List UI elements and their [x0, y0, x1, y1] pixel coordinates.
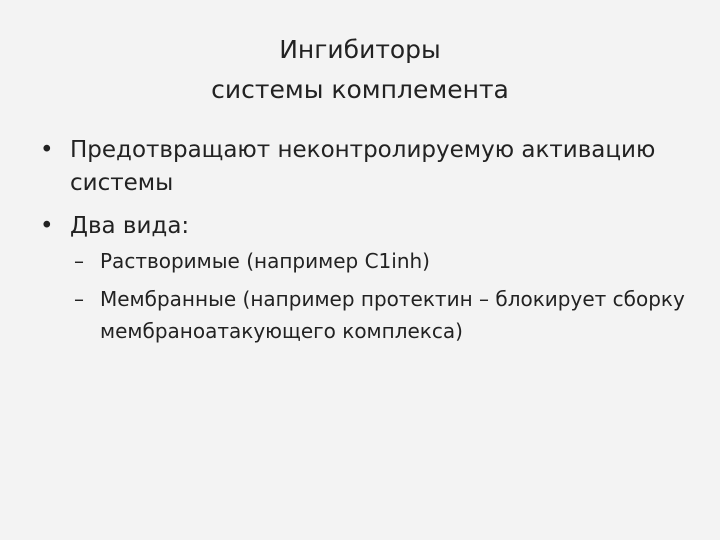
bullet-item-two-types: [40, 210, 700, 243]
subitem-text: Мембранные (например протектин – блокирует сборку мембраноатакующего комплекса): [100, 287, 685, 343]
bullet-list: [40, 134, 700, 347]
subitem-marker: –: [74, 287, 84, 311]
bullet-text: Предотвращают неконтролируемую активацию системы: [70, 137, 656, 196]
slide-title-line-2: системы комплемента: [211, 75, 509, 104]
subitem-marker: –: [74, 249, 84, 273]
subitem-soluble: [40, 245, 700, 277]
slide-title-line-1: Ингибиторы: [279, 35, 441, 64]
bullet-item-prevent: [40, 134, 700, 200]
slide-title: [0, 30, 720, 110]
bullet-marker: •: [40, 137, 54, 163]
bullet-marker: •: [40, 213, 54, 239]
subitem-text: Растворимые (например C1inh): [100, 249, 430, 273]
subitem-membrane: [40, 283, 700, 347]
bullet-text: Два вида:: [70, 213, 190, 239]
